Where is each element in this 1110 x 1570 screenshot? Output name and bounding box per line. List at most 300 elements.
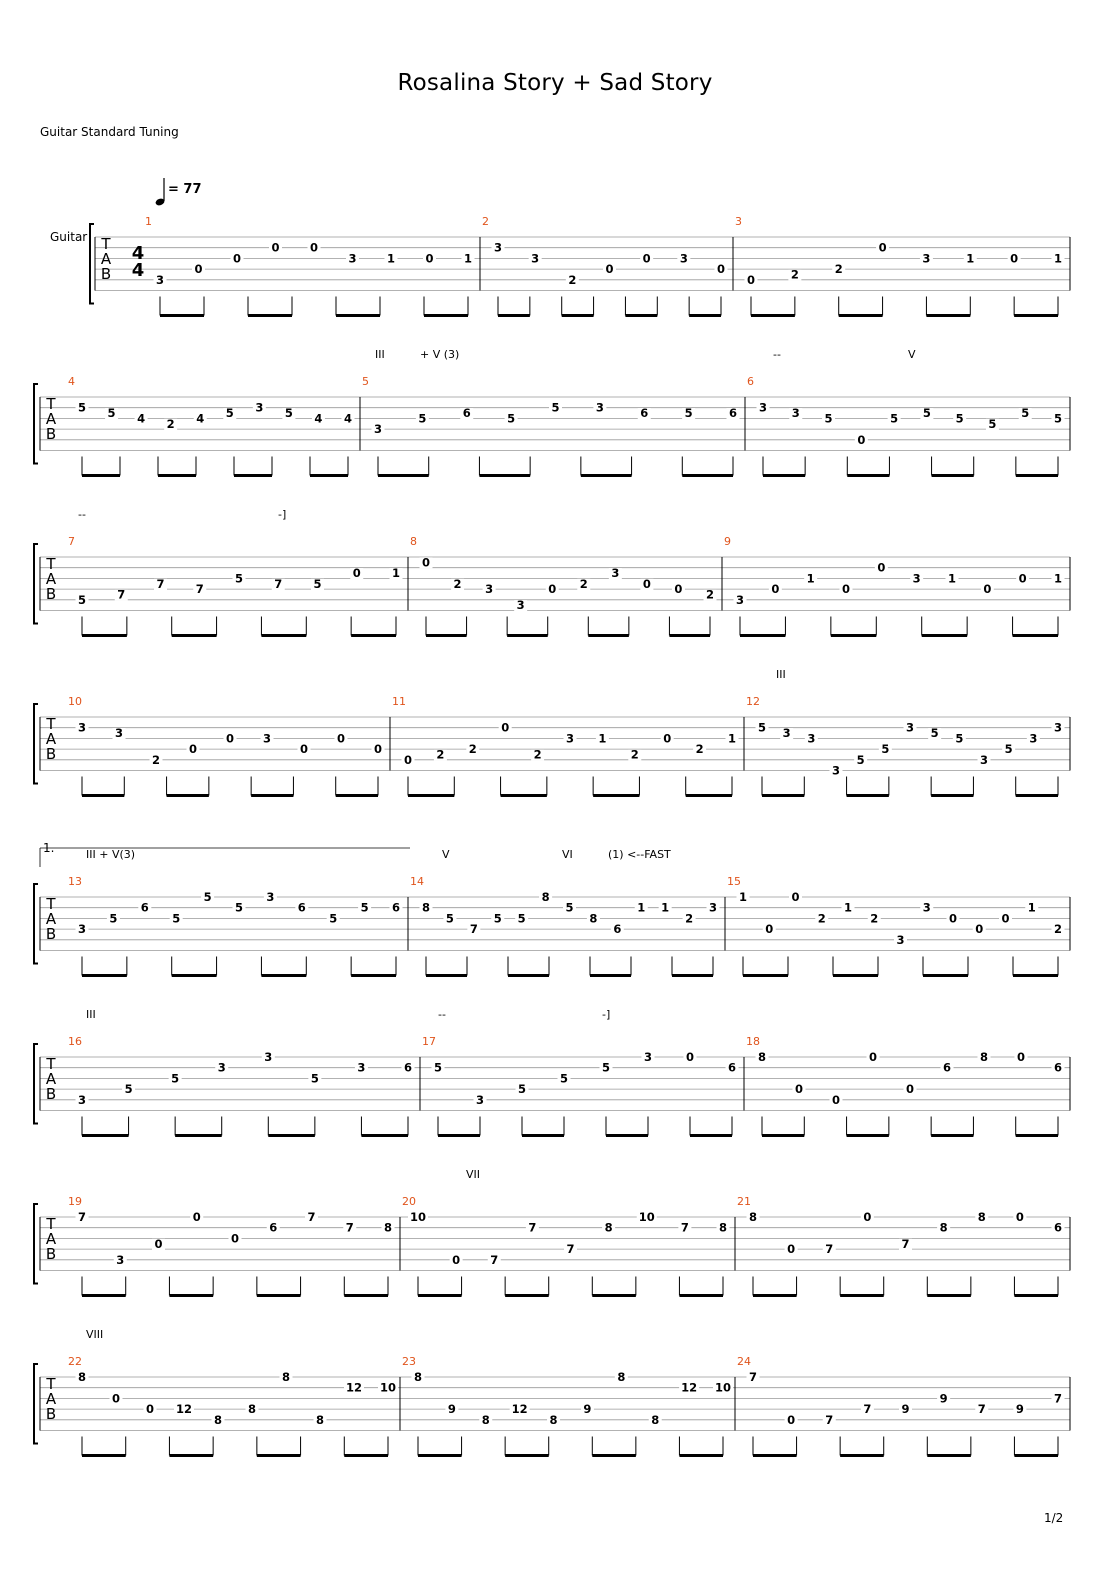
measure-number: 22 [68,1355,82,1368]
measure [746,695,1070,796]
fret-number: 0 [188,742,198,757]
fret-number: 5 [684,406,693,421]
measure [68,1355,400,1456]
fret-number: 12 [345,1380,363,1395]
system-bracket [34,384,38,464]
measure [68,1035,420,1136]
fret-number: 0 [1016,1050,1026,1064]
fret-number: 3 [357,1060,366,1075]
fret-number: 6 [942,1060,952,1075]
fret-number: 5 [824,411,833,426]
tab-clef-letter: A [45,910,57,928]
fret-number: 3 [77,720,87,735]
fret-number: 10 [714,1380,732,1395]
fret-number: 5 [433,1060,443,1075]
fret-number: 2 [533,747,542,762]
fret-number: 0 [421,555,431,570]
tab-clef-letter: A [45,410,57,428]
measure-number: 14 [410,875,424,888]
fret-number: 3 [155,272,165,287]
fret-number: 7 [345,1220,354,1235]
fret-number: 0 [841,582,851,597]
fret-number: 3 [791,406,800,421]
fret-number: 8 [977,1210,986,1224]
fret-number: 3 [116,1252,125,1267]
fret-number: 5 [171,1071,180,1086]
fret-number: 3 [912,571,921,586]
fret-number: 5 [493,911,502,926]
fret-number: 3 [373,422,383,437]
technique-annotation: III [375,348,385,361]
fret-number: 1 [727,731,737,746]
system-bracket [34,1044,38,1124]
fret-number: 8 [77,1370,87,1384]
fret-number: 5 [284,406,293,421]
fret-number: 5 [107,406,116,421]
fret-number: 0 [1010,251,1019,266]
tab-clef-letter: T [46,1215,56,1233]
fret-number: 1 [661,900,670,915]
technique-annotation: -- [438,1008,446,1021]
fret-number: 0 [948,911,958,926]
fret-number: 1 [947,571,957,586]
fret-number: 12 [175,1402,193,1417]
tab-clef-letter: B [45,425,57,443]
fret-number: 3 [922,251,931,266]
fret-number: 2 [695,742,704,757]
fret-number: 0 [716,262,726,277]
fret-number: 2 [817,911,826,926]
tab-clef-letter: B [45,1245,57,1263]
page-number: 1/2 [1044,1511,1064,1525]
measure-number: 19 [68,1195,82,1208]
instrument-label: Guitar [50,230,88,244]
fret-number: 7 [156,576,165,591]
fret-number: 3 [255,400,264,415]
measure-number: 12 [746,695,760,708]
fret-number: 7 [469,922,478,937]
measure-number: 7 [68,535,75,548]
fret-number: 0 [452,1252,461,1267]
fret-number: 5 [234,571,244,586]
fret-number: 2 [790,267,799,282]
fret-number: 2 [436,747,445,762]
fret-number: 3 [348,251,357,266]
fret-number: 1 [386,251,396,266]
tab-clef-letter: A [45,1230,57,1248]
measure-number: 23 [402,1355,416,1368]
fret-number: 8 [718,1220,728,1235]
fret-number: 3 [611,566,620,581]
fret-number: 5 [172,911,181,926]
tab-system [34,841,1070,976]
fret-number: 7 [117,587,126,602]
fret-number: 5 [329,911,338,926]
tab-clef-letter: T [101,235,111,253]
fret-number: 3 [475,1092,485,1107]
fret-number: 3 [758,400,768,415]
fret-number: 0 [605,262,614,277]
time-signature-digit: 4 [131,260,145,281]
system-bracket [34,1204,38,1284]
technique-annotation: V [908,348,916,361]
fret-number: 1 [966,251,975,266]
fret-number: 3 [708,900,718,915]
fret-number: 3 [531,251,540,266]
fret-number: 1 [637,900,646,915]
measure [68,375,360,476]
fret-number: 7 [307,1210,316,1224]
fret-number: 7 [901,1236,910,1251]
fret-number: 3 [485,582,494,597]
fret-number: 12 [681,1380,698,1395]
fret-number: 10 [379,1380,397,1395]
fret-number: 7 [528,1220,537,1235]
fret-number: 9 [939,1391,948,1406]
fret-number: 3 [1053,720,1063,735]
fret-number: 5 [1053,411,1063,426]
technique-annotation: V [442,848,450,861]
measure [402,1355,735,1456]
measure [392,695,744,796]
measure [68,875,408,976]
fret-number: 5 [203,890,212,904]
fret-number: 2 [870,911,879,926]
fret-number: 4 [137,411,146,426]
measure [145,215,480,316]
measure-number: 10 [68,695,82,708]
fret-number: 0 [868,1050,878,1064]
fret-number: 6 [462,406,471,421]
tab-system [34,348,1070,476]
fret-number: 10 [409,1210,427,1224]
fret-number: 0 [425,251,434,266]
fret-number: 0 [794,1082,804,1097]
technique-annotation: (1) <--FAST [608,848,671,861]
fret-number: 6 [140,900,149,915]
fret-number: 3 [679,251,688,266]
tab-system [34,1168,1070,1296]
fret-number: 5 [77,592,87,607]
measure-number: 20 [402,1195,416,1208]
fret-number: 7 [195,582,204,597]
fret-number: 5 [360,900,369,915]
tab-clef-letter: T [46,895,56,913]
fret-number: 7 [680,1220,689,1235]
tab-clef-letter: A [45,1070,57,1088]
fret-number: 0 [299,742,309,757]
system-bracket [90,224,94,304]
measure [482,215,733,316]
fret-number: 5 [856,752,865,767]
measure-number: 9 [724,535,731,548]
fret-number: 8 [481,1412,490,1427]
fret-number: 1 [738,890,748,904]
fret-number: 0 [1015,1210,1024,1224]
measure [737,1355,1070,1456]
fret-number: 8 [413,1370,423,1384]
measure-number: 8 [410,535,417,548]
fret-number: 0 [674,582,683,597]
fret-number: 8 [541,890,550,904]
fret-number: 8 [589,911,598,926]
measure-number: 24 [737,1355,751,1368]
measure-number: 2 [482,215,489,228]
fret-number: 2 [151,752,161,767]
fret-number: 2 [685,911,694,926]
fret-number: 2 [579,576,588,591]
fret-number: 0 [111,1391,121,1406]
fret-number: 8 [604,1220,613,1235]
tab-clef-letter: T [46,1055,56,1073]
fret-number: 1 [463,251,473,266]
fret-number: 6 [403,1060,413,1075]
fret-number: 1 [843,900,853,915]
measure [422,1035,744,1136]
measure [727,875,1070,976]
technique-annotation: VI [562,848,573,861]
fret-number: 8 [549,1412,558,1427]
fret-number: 2 [1053,922,1063,937]
measure-number: 18 [746,1035,760,1048]
fret-number: 5 [517,911,526,926]
fret-number: 3 [735,592,745,607]
fret-number: 8 [383,1220,393,1235]
fret-number: 7 [1053,1391,1063,1406]
fret-number: 5 [310,1071,319,1086]
measure [68,1195,400,1296]
fret-number: 5 [1004,742,1013,757]
fret-number: 5 [445,911,454,926]
measure-number: 1 [145,215,152,228]
fret-number: 7 [77,1210,87,1224]
fret-number: 7 [566,1242,575,1257]
fret-number: 6 [297,900,306,915]
measure [410,535,722,636]
fret-number: 4 [314,411,323,426]
fret-number: 6 [613,922,622,937]
fret-number: 5 [77,400,87,415]
fret-number: 6 [1053,1220,1063,1235]
fret-number: 5 [930,726,939,741]
tuning-label: Guitar Standard Tuning [40,125,179,139]
fret-number: 8 [247,1402,257,1417]
fret-number: 0 [975,922,984,937]
fret-number: 3 [1029,731,1038,746]
fret-number: 9 [901,1402,910,1417]
fret-number: 0 [983,582,992,597]
fret-number: 0 [192,1210,201,1224]
tab-clef-letter: T [46,1375,56,1393]
measure-number: 11 [392,695,406,708]
fret-number: 0 [352,566,361,581]
tab-clef-letter: B [45,1085,57,1103]
fret-number: 3 [264,1050,273,1064]
measure [410,875,725,976]
fret-number: 5 [601,1060,611,1075]
fret-number: 0 [857,432,866,447]
system-bracket [34,884,38,964]
fret-number: 3 [262,731,272,746]
fret-number: 3 [266,890,275,904]
measure [735,215,1070,316]
fret-number: 0 [154,1236,163,1251]
fret-number: 3 [643,1050,653,1064]
fret-number: 0 [194,262,203,277]
fret-number: 1 [1053,251,1063,266]
fret-number: 3 [77,1092,87,1107]
tab-clef-letter: B [100,265,112,283]
fret-number: 1 [391,566,401,581]
fret-number: 5 [988,416,997,431]
tab-system [34,1328,1070,1456]
fret-number: 2 [453,576,462,591]
technique-annotation: III [86,1008,96,1021]
fret-number: 0 [403,752,413,767]
fret-number: 3 [905,720,915,735]
fret-number: 8 [315,1412,325,1427]
fret-number: 5 [890,411,899,426]
fret-number: 0 [663,731,672,746]
fret-number: 0 [642,251,651,266]
fret-number: 5 [955,411,964,426]
tab-clef-letter: A [100,250,112,268]
fret-number: 5 [517,1082,527,1097]
fret-number: 9 [583,1402,592,1417]
fret-number: 5 [955,731,964,746]
tab-clef-letter: B [45,925,57,943]
fret-number: 2 [630,747,639,762]
fret-number: 2 [568,272,577,287]
fret-number: 1 [1027,900,1036,915]
measure [737,1195,1070,1296]
tab-clef-letter: B [45,745,57,763]
system-bracket [34,704,38,784]
tab-clef-letter: B [45,585,57,603]
technique-annotation: -- [773,348,781,361]
technique-annotation: III + V(3) [86,848,136,861]
fret-number: 7 [825,1412,834,1427]
fret-number: 6 [391,900,401,915]
measure [746,1035,1070,1136]
fret-number: 0 [1018,571,1027,586]
technique-annotation: III [776,668,786,681]
measure-number: 4 [68,375,75,388]
fret-number: 12 [511,1402,528,1417]
fret-number: 7 [490,1252,499,1267]
fret-number: 8 [281,1370,291,1384]
fret-number: 8 [979,1050,989,1064]
tab-clef-letter: A [45,730,57,748]
fret-number: 5 [109,911,118,926]
volta-label: 1. [43,841,55,855]
tab-system [34,1008,1070,1136]
fret-number: 5 [757,720,767,735]
fret-number: 5 [1021,406,1030,421]
fret-number: 5 [881,742,890,757]
measure [402,1195,735,1296]
measure [68,695,390,796]
fret-number: 5 [234,900,244,915]
system-bracket [34,544,38,624]
fret-number: 5 [418,411,427,426]
time-signature-digit: 4 [131,243,145,264]
measure-number: 5 [362,375,369,388]
fret-number: 0 [863,1210,872,1224]
fret-number: 0 [225,731,235,746]
fret-number: 0 [746,272,756,287]
fret-number: 2 [468,742,477,757]
measure-number: 17 [422,1035,436,1048]
fret-number: 6 [640,406,649,421]
fret-number: 5 [124,1082,133,1097]
fret-number: 5 [551,400,560,415]
fret-number: 5 [225,406,234,421]
fret-number: 3 [77,922,87,937]
fret-number: 9 [1015,1402,1024,1417]
fret-number: 0 [271,240,280,255]
fret-number: 2 [834,262,843,277]
fret-number: 5 [922,406,931,421]
fret-number: 0 [1001,911,1010,926]
fret-number: 4 [343,411,353,426]
fret-number: 8 [651,1412,660,1427]
fret-number: 0 [309,240,319,255]
fret-number: 8 [617,1370,626,1384]
measure [362,375,745,476]
tab-clef-letter: T [46,395,56,413]
measure [724,535,1070,636]
technique-annotation: VIII [86,1328,104,1341]
tab-system [34,668,1070,796]
fret-number: 7 [863,1402,872,1417]
fret-number: 0 [548,582,557,597]
fret-number: 3 [922,900,931,915]
fret-number: 3 [896,932,905,947]
fret-number: 6 [728,406,738,421]
tempo-value: = 77 [168,182,202,197]
fret-number: 0 [787,1412,796,1427]
technique-annotation: VII [466,1168,481,1181]
tab-clef-letter: B [45,1405,57,1423]
fret-number: 3 [979,752,989,767]
fret-number: 0 [230,1231,240,1246]
fret-number: 3 [595,400,604,415]
tab-clef-letter: T [46,555,56,573]
fret-number: 0 [685,1050,695,1064]
measure-number: 6 [747,375,754,388]
fret-number: 1 [1053,571,1063,586]
fret-number: 7 [748,1370,758,1384]
fret-number: 0 [145,1402,155,1417]
measure-number: 21 [737,1195,751,1208]
fret-number: 1 [806,571,815,586]
fret-number: 0 [787,1242,796,1257]
fret-number: 3 [831,763,841,778]
measure [68,535,408,636]
fret-number: 0 [877,560,886,575]
measure-number: 3 [735,215,742,228]
fret-number: 7 [274,576,283,591]
fret-number: 10 [638,1210,655,1224]
tempo-marking [155,178,202,207]
fret-number: 1 [598,731,607,746]
tab-clef-letter: T [46,715,56,733]
fret-number: 0 [336,731,346,746]
fret-number: 0 [791,890,800,904]
technique-annotation: -- [78,508,86,521]
fret-number: 5 [507,411,516,426]
